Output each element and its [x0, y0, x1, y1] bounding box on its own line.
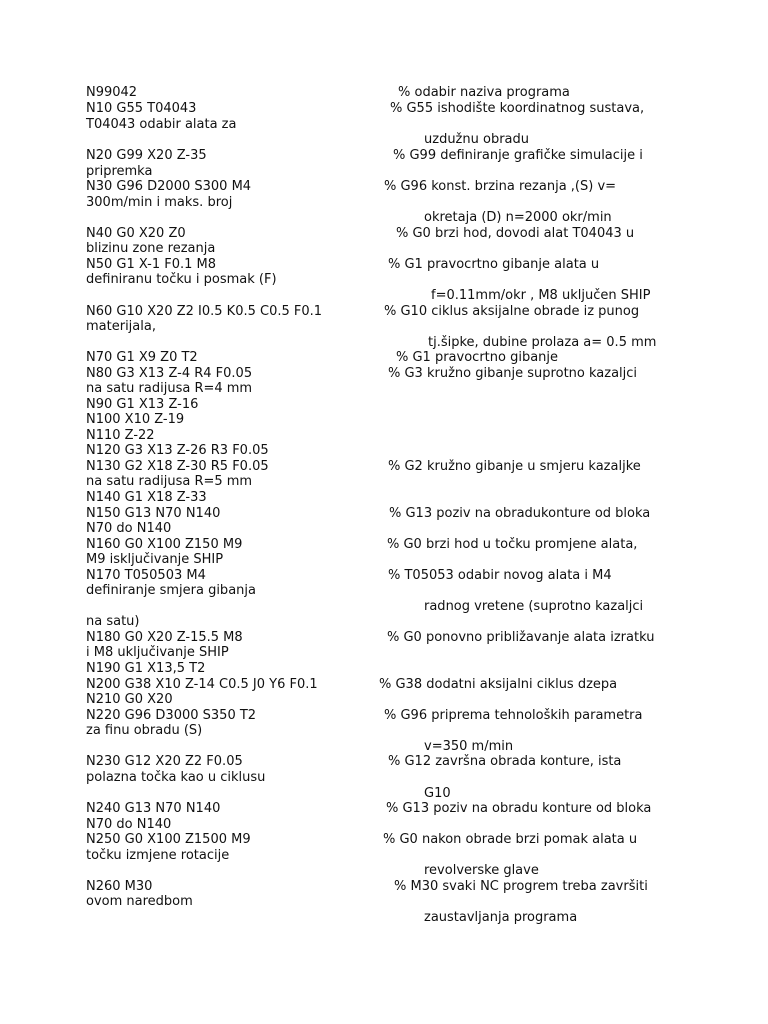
program-comment: % G2 kružno gibanje u smjeru kazaljke: [388, 459, 641, 474]
program-comment: % G96 priprema tehnoloških parametra: [384, 708, 643, 723]
program-line: N70 do N140: [86, 817, 172, 832]
program-line: N99042: [86, 85, 138, 100]
program-line: N70 G1 X9 Z0 T2: [86, 350, 198, 365]
program-comment: % G1 pravocrtno gibanje: [396, 350, 559, 365]
program-line: N80 G3 X13 Z-4 R4 F0.05: [86, 366, 253, 381]
program-comment: tj.šipke, dubine prolaza a= 0.5 mm: [428, 335, 657, 350]
program-line: polazna točka kao u ciklusu: [86, 770, 266, 785]
program-comment: % T05053 odabir novog alata i M4: [388, 568, 612, 583]
program-line: na satu radijusa R=4 mm: [86, 381, 253, 396]
program-line: za finu obradu (S): [86, 723, 203, 738]
program-line: N230 G12 X20 Z2 F0.05: [86, 754, 243, 769]
program-line: definiranu točku i posmak (F): [86, 272, 277, 287]
program-line: i M8 uključivanje SHIP: [86, 645, 229, 660]
program-line: N170 T050503 M4: [86, 568, 206, 583]
program-line: N140 G1 X18 Z-33: [86, 490, 207, 505]
program-comment: % G10 ciklus aksijalne obrade iz punog: [384, 304, 640, 319]
program-comment: % G3 kružno gibanje suprotno kazaljci: [388, 366, 638, 381]
program-line: definiranje smjera gibanja: [86, 583, 256, 598]
program-line: N180 G0 X20 Z-15.5 M8: [86, 630, 243, 645]
program-comment: radnog vretene (suprotno kazaljci: [424, 599, 644, 614]
program-line: N90 G1 X13 Z-16: [86, 397, 199, 412]
program-line: N160 G0 X100 Z150 M9: [86, 537, 243, 552]
program-line: N120 G3 X13 Z-26 R3 F0.05: [86, 443, 269, 458]
program-line: na satu radijusa R=5 mm: [86, 474, 253, 489]
program-line: N240 G13 N70 N140: [86, 801, 221, 816]
program-line: N30 G96 D2000 S300 M4: [86, 179, 252, 194]
program-line: točku izmjene rotacije: [86, 848, 230, 863]
program-line: N20 G99 X20 Z-35: [86, 148, 207, 163]
program-line: T04043 odabir alata za: [86, 117, 237, 132]
program-line: materijala,: [86, 319, 156, 334]
program-line: na satu): [86, 614, 140, 629]
program-comment: % G1 pravocrtno gibanje alata u: [388, 257, 600, 272]
program-line: blizinu zone rezanja: [86, 241, 216, 256]
program-line: N50 G1 X-1 F0.1 M8: [86, 257, 216, 272]
program-comment: % G96 konst. brzina rezanja ,(S) v=: [384, 179, 617, 194]
program-comment: % G0 ponovno približavanje alata izratku: [387, 630, 655, 645]
program-line: N200 G38 X10 Z-14 C0.5 J0 Y6 F0.1: [86, 677, 318, 692]
program-line: N60 G10 X20 Z2 I0.5 K0.5 C0.5 F0.1: [86, 304, 323, 319]
program-line: ovom naredbom: [86, 894, 193, 909]
program-line: N130 G2 X18 Z-30 R5 F0.05: [86, 459, 269, 474]
program-line: N70 do N140: [86, 521, 172, 536]
program-comment: % G38 dodatni aksijalni ciklus dzepa: [379, 677, 618, 692]
program-comment: % G99 definiranje grafičke simulacije i: [393, 148, 643, 163]
program-line: N100 X10 Z-19: [86, 412, 185, 427]
program-comment: % G0 brzi hod u točku promjene alata,: [387, 537, 638, 552]
program-line: N260 M30: [86, 879, 153, 894]
program-line: N220 G96 D3000 S350 T2: [86, 708, 257, 723]
program-comment: % G13 poziv na obradukonture od bloka: [389, 506, 651, 521]
program-comment: okretaja (D) n=2000 okr/min: [424, 210, 612, 225]
program-comment: % G13 poziv na obradu konture od bloka: [386, 801, 652, 816]
program-line: N210 G0 X20: [86, 692, 173, 707]
program-line: N10 G55 T04043: [86, 101, 197, 116]
program-comment: % G12 završna obrada konture, ista: [388, 754, 622, 769]
program-line: M9 isključivanje SHIP: [86, 552, 224, 567]
program-comment: % G0 brzi hod, dovodi alat T04043 u: [396, 226, 635, 241]
program-comment: zaustavljanja programa: [424, 910, 578, 925]
program-line: N40 G0 X20 Z0: [86, 226, 186, 241]
program-comment: revolverske glave: [424, 863, 539, 878]
program-comment: G10: [424, 786, 451, 801]
program-comment: v=350 m/min: [424, 739, 514, 754]
program-line: pripremka: [86, 164, 153, 179]
program-comment: % G0 nakon obrade brzi pomak alata u: [383, 832, 638, 847]
program-line: N110 Z-22: [86, 428, 155, 443]
program-comment: % M30 svaki NC progrem treba završiti: [394, 879, 648, 894]
program-comment: f=0.11mm/okr , M8 uključen SHIP: [431, 288, 651, 303]
program-comment: % odabir naziva programa: [398, 85, 570, 100]
program-line: 300m/min i maks. broj: [86, 195, 233, 210]
program-line: N190 G1 X13,5 T2: [86, 661, 206, 676]
program-comment: % G55 ishodište koordinatnog sustava,: [390, 101, 645, 116]
program-line: N250 G0 X100 Z1500 M9: [86, 832, 251, 847]
program-comment: uzdužnu obradu: [424, 132, 529, 147]
program-line: N150 G13 N70 N140: [86, 506, 221, 521]
